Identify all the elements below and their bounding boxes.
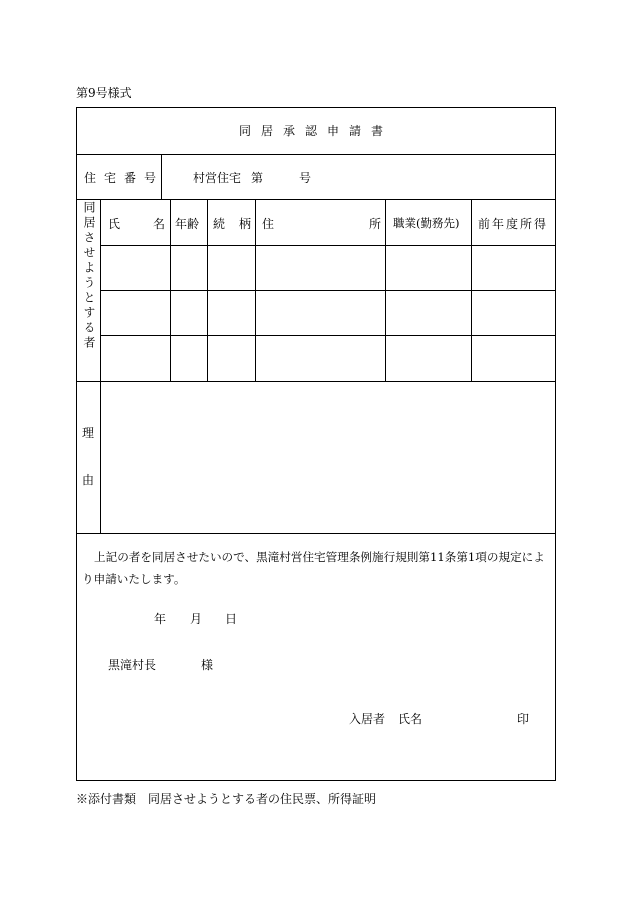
addressee: 黒滝村長: [108, 658, 157, 672]
divider: [100, 245, 555, 246]
divider: [100, 290, 555, 291]
divider: [100, 335, 555, 336]
date-year: 年: [154, 612, 167, 626]
date-month: 月: [190, 612, 203, 626]
header-address-b: 所: [369, 217, 382, 231]
form-number: 第9号様式: [76, 86, 132, 100]
reason-label-b: 由: [82, 473, 95, 487]
header-age: 年齢: [175, 217, 200, 231]
header-name-a: 氏: [108, 217, 121, 231]
divider: [161, 154, 162, 199]
application-form: [76, 107, 556, 781]
cohabitant-side-label: 同居させようとする者: [82, 201, 96, 351]
divider: [77, 199, 555, 200]
housing-number-label: 住宅番号: [84, 171, 165, 185]
housing-prefix: 村営住宅: [193, 171, 242, 185]
seal-mark: 印: [517, 712, 530, 726]
header-relationship-b: 柄: [239, 217, 252, 231]
applicant-name-label: 氏名: [398, 712, 423, 726]
addressee-sama: 様: [201, 658, 214, 672]
housing-dai: 第: [251, 171, 264, 185]
housing-go: 号: [299, 171, 312, 185]
divider: [77, 533, 555, 534]
statement-line-1: 上記の者を同居させたいので、黒滝村営住宅管理条例施行規則第11条第1項の規定によ: [94, 550, 545, 564]
header-relationship-a: 続: [213, 217, 226, 231]
form-title: 同居承認申請書: [238, 124, 393, 138]
statement-line-2: り申請いたします。: [82, 572, 186, 586]
divider: [77, 154, 555, 155]
header-name-b: 名: [153, 217, 166, 231]
divider: [77, 381, 555, 382]
header-address-a: 住: [262, 217, 275, 231]
date-day: 日: [225, 612, 238, 626]
applicant-label: 入居者: [349, 712, 386, 726]
reason-label-a: 理: [82, 426, 95, 440]
divider: [100, 199, 101, 533]
header-income: 前年度所得: [478, 217, 549, 231]
header-occupation: 職業(勤務先): [393, 216, 460, 230]
attachments-note: ※添付書類 同居させようとする者の住民票、所得証明: [76, 792, 377, 806]
